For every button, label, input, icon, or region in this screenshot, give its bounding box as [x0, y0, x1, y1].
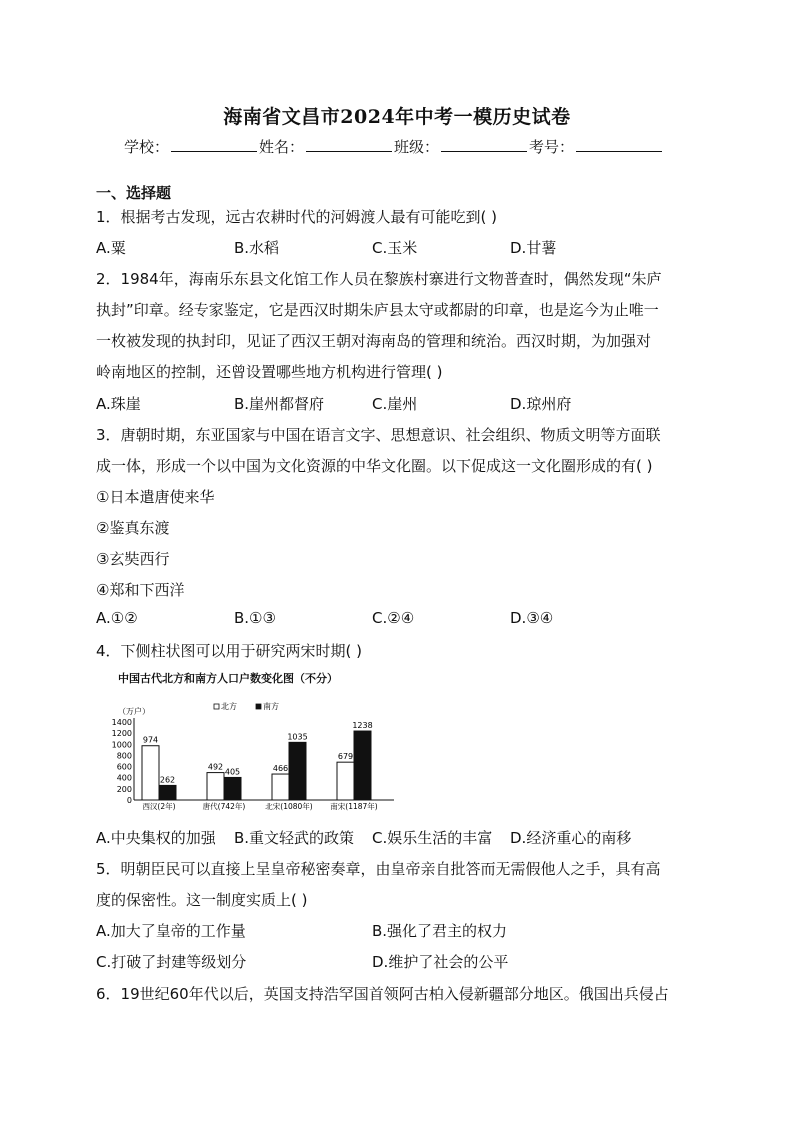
question-2-line-1: 2．1984年，海南乐东县文化馆工作人员在黎族村寨进行文物普查时，偶然发现“朱庐: [96, 270, 662, 288]
chart-canvas: [112, 668, 402, 818]
bar-value-label: 974: [142, 735, 159, 745]
bar-北方-1: [207, 773, 224, 800]
q4-option-d[interactable]: D.经济重心的南移: [510, 829, 632, 847]
q3-option-c[interactable]: C.②④: [372, 609, 415, 627]
question-2-line-4: 岭南地区的控制，还曾设置哪些地方机构进行管理( ): [96, 363, 443, 381]
chart-title: 中国古代北方和南方人口户数变化图（不分）: [118, 672, 338, 685]
bar-南方-0: [159, 785, 176, 800]
question-1-text: 1．根据考古发现，远古农耕时代的河姆渡人最有可能吃到( ): [96, 208, 498, 226]
bar-value-label: 679: [337, 752, 354, 762]
chart-ytick-label: 1000: [112, 740, 132, 750]
legend-swatch-0: [214, 704, 219, 709]
chart-xtick-label: 唐代(742年): [202, 802, 246, 811]
question-3-line-1: 3．唐朝时期，东亚国家与中国在语言文字、思想意识、社会组织、物质文明等方面联: [96, 426, 661, 444]
question-3-item-1: ①日本遣唐使来华: [96, 488, 215, 506]
class-label: 班级：: [394, 138, 440, 156]
bar-北方-3: [337, 762, 354, 800]
q2-option-b[interactable]: B.崖州都督府: [234, 395, 325, 413]
chart-ytick-label: 1200: [112, 729, 132, 739]
bar-value-label: 492: [207, 762, 224, 772]
bar-南方-3: [354, 731, 371, 800]
question-5-line-2: 度的保密性。这一制度实质上( ): [96, 891, 308, 909]
chart-xtick-label: 西汉(2年): [142, 802, 176, 811]
population-bar-chart: [112, 668, 402, 818]
page-title: 海南省文昌市2024年中考一模历史试卷: [223, 106, 571, 128]
chart-ytick-label: 400: [116, 773, 132, 783]
question-2-line-3: 一枚被发现的执封印，见证了西汉王朝对海南岛的管理和统治。西汉时期，为加强对: [96, 332, 652, 350]
section-heading: 一、选择题: [96, 184, 172, 202]
question-5-line-1: 5．明朝臣民可以直接上呈皇帝秘密奏章，由皇帝亲自批答而无需假他人之手，具有高: [96, 860, 661, 878]
chart-ytick-label: 0: [126, 796, 132, 805]
school-blank[interactable]: [171, 137, 257, 152]
bar-value-label: 405: [224, 767, 241, 777]
bar-value-label: 262: [159, 775, 176, 785]
q1-option-d[interactable]: D.甘薯: [510, 239, 557, 257]
q3-option-a[interactable]: A.①②: [96, 609, 138, 627]
q3-option-b[interactable]: B.①③: [234, 609, 276, 627]
q5-option-c[interactable]: C.打破了封建等级划分: [96, 953, 247, 971]
q5-option-d[interactable]: D.维护了社会的公平: [372, 953, 509, 971]
student-info-row: [124, 136, 664, 157]
bar-value-label: 466: [272, 764, 289, 774]
bar-value-label: 1035: [287, 732, 308, 742]
chart-ytick-label: 1400: [112, 718, 132, 727]
chart-xtick-label: 南宋(1187年): [330, 802, 378, 811]
q4-option-c[interactable]: C.娱乐生活的丰富: [372, 829, 493, 847]
bar-南方-1: [224, 777, 241, 800]
question-3-item-3: ③玄奘西行: [96, 550, 170, 568]
q1-option-b[interactable]: B.水稻: [234, 239, 280, 257]
q2-option-d[interactable]: D.琼州府: [510, 395, 572, 413]
number-label: 考号：: [529, 138, 575, 156]
bar-南方-2: [289, 742, 306, 800]
bar-北方-0: [142, 746, 159, 800]
chart-ytick-label: 600: [116, 762, 132, 772]
legend-label-1: 南方: [263, 702, 279, 711]
question-6-line-1: 6．19世纪60年代以后，英国支持浩罕国首领阿古柏入侵新疆部分地区。俄国出兵侵占: [96, 985, 669, 1003]
school-label: 学校：: [124, 138, 170, 156]
q1-option-c[interactable]: C.玉米: [372, 239, 418, 257]
legend-swatch-1: [256, 704, 261, 709]
chart-ytick-label: 200: [116, 784, 132, 794]
q4-option-a[interactable]: A.中央集权的加强: [96, 829, 216, 847]
chart-xtick-label: 北宋(1080年): [265, 802, 313, 811]
q2-option-c[interactable]: C.崖州: [372, 395, 418, 413]
q4-option-b[interactable]: B.重文轻武的政策: [234, 829, 355, 847]
name-label: 姓名：: [259, 138, 305, 156]
q1-option-a[interactable]: A.粟: [96, 239, 126, 257]
question-3-line-2: 成一体，形成一个以中国为文化资源的中华文化圈。以下促成这一文化圈形成的有( ): [96, 457, 653, 475]
question-3-item-4: ④郑和下西洋: [96, 581, 185, 599]
q3-option-d[interactable]: D.③④: [510, 609, 554, 627]
class-blank[interactable]: [441, 137, 527, 152]
bar-北方-2: [272, 774, 289, 800]
number-blank[interactable]: [576, 137, 662, 152]
chart-ytick-label: 800: [116, 751, 132, 761]
name-blank[interactable]: [306, 137, 392, 152]
question-3-item-2: ②鉴真东渡: [96, 519, 170, 537]
chart-ylabel: （万户）: [118, 707, 150, 716]
q5-option-b[interactable]: B.强化了君主的权力: [372, 922, 508, 940]
q2-option-a[interactable]: A.珠崖: [96, 395, 141, 413]
question-4-text: 4．下侧柱状图可以用于研究两宋时期( ): [96, 642, 363, 660]
question-2-line-2: 执封”印章。经专家鉴定，它是西汉时期朱庐县太守或都尉的印章，也是迄今为止唯一: [96, 301, 659, 319]
q5-option-a[interactable]: A.加大了皇帝的工作量: [96, 922, 246, 940]
bar-value-label: 1238: [352, 721, 373, 731]
legend-label-0: 北方: [221, 702, 237, 711]
